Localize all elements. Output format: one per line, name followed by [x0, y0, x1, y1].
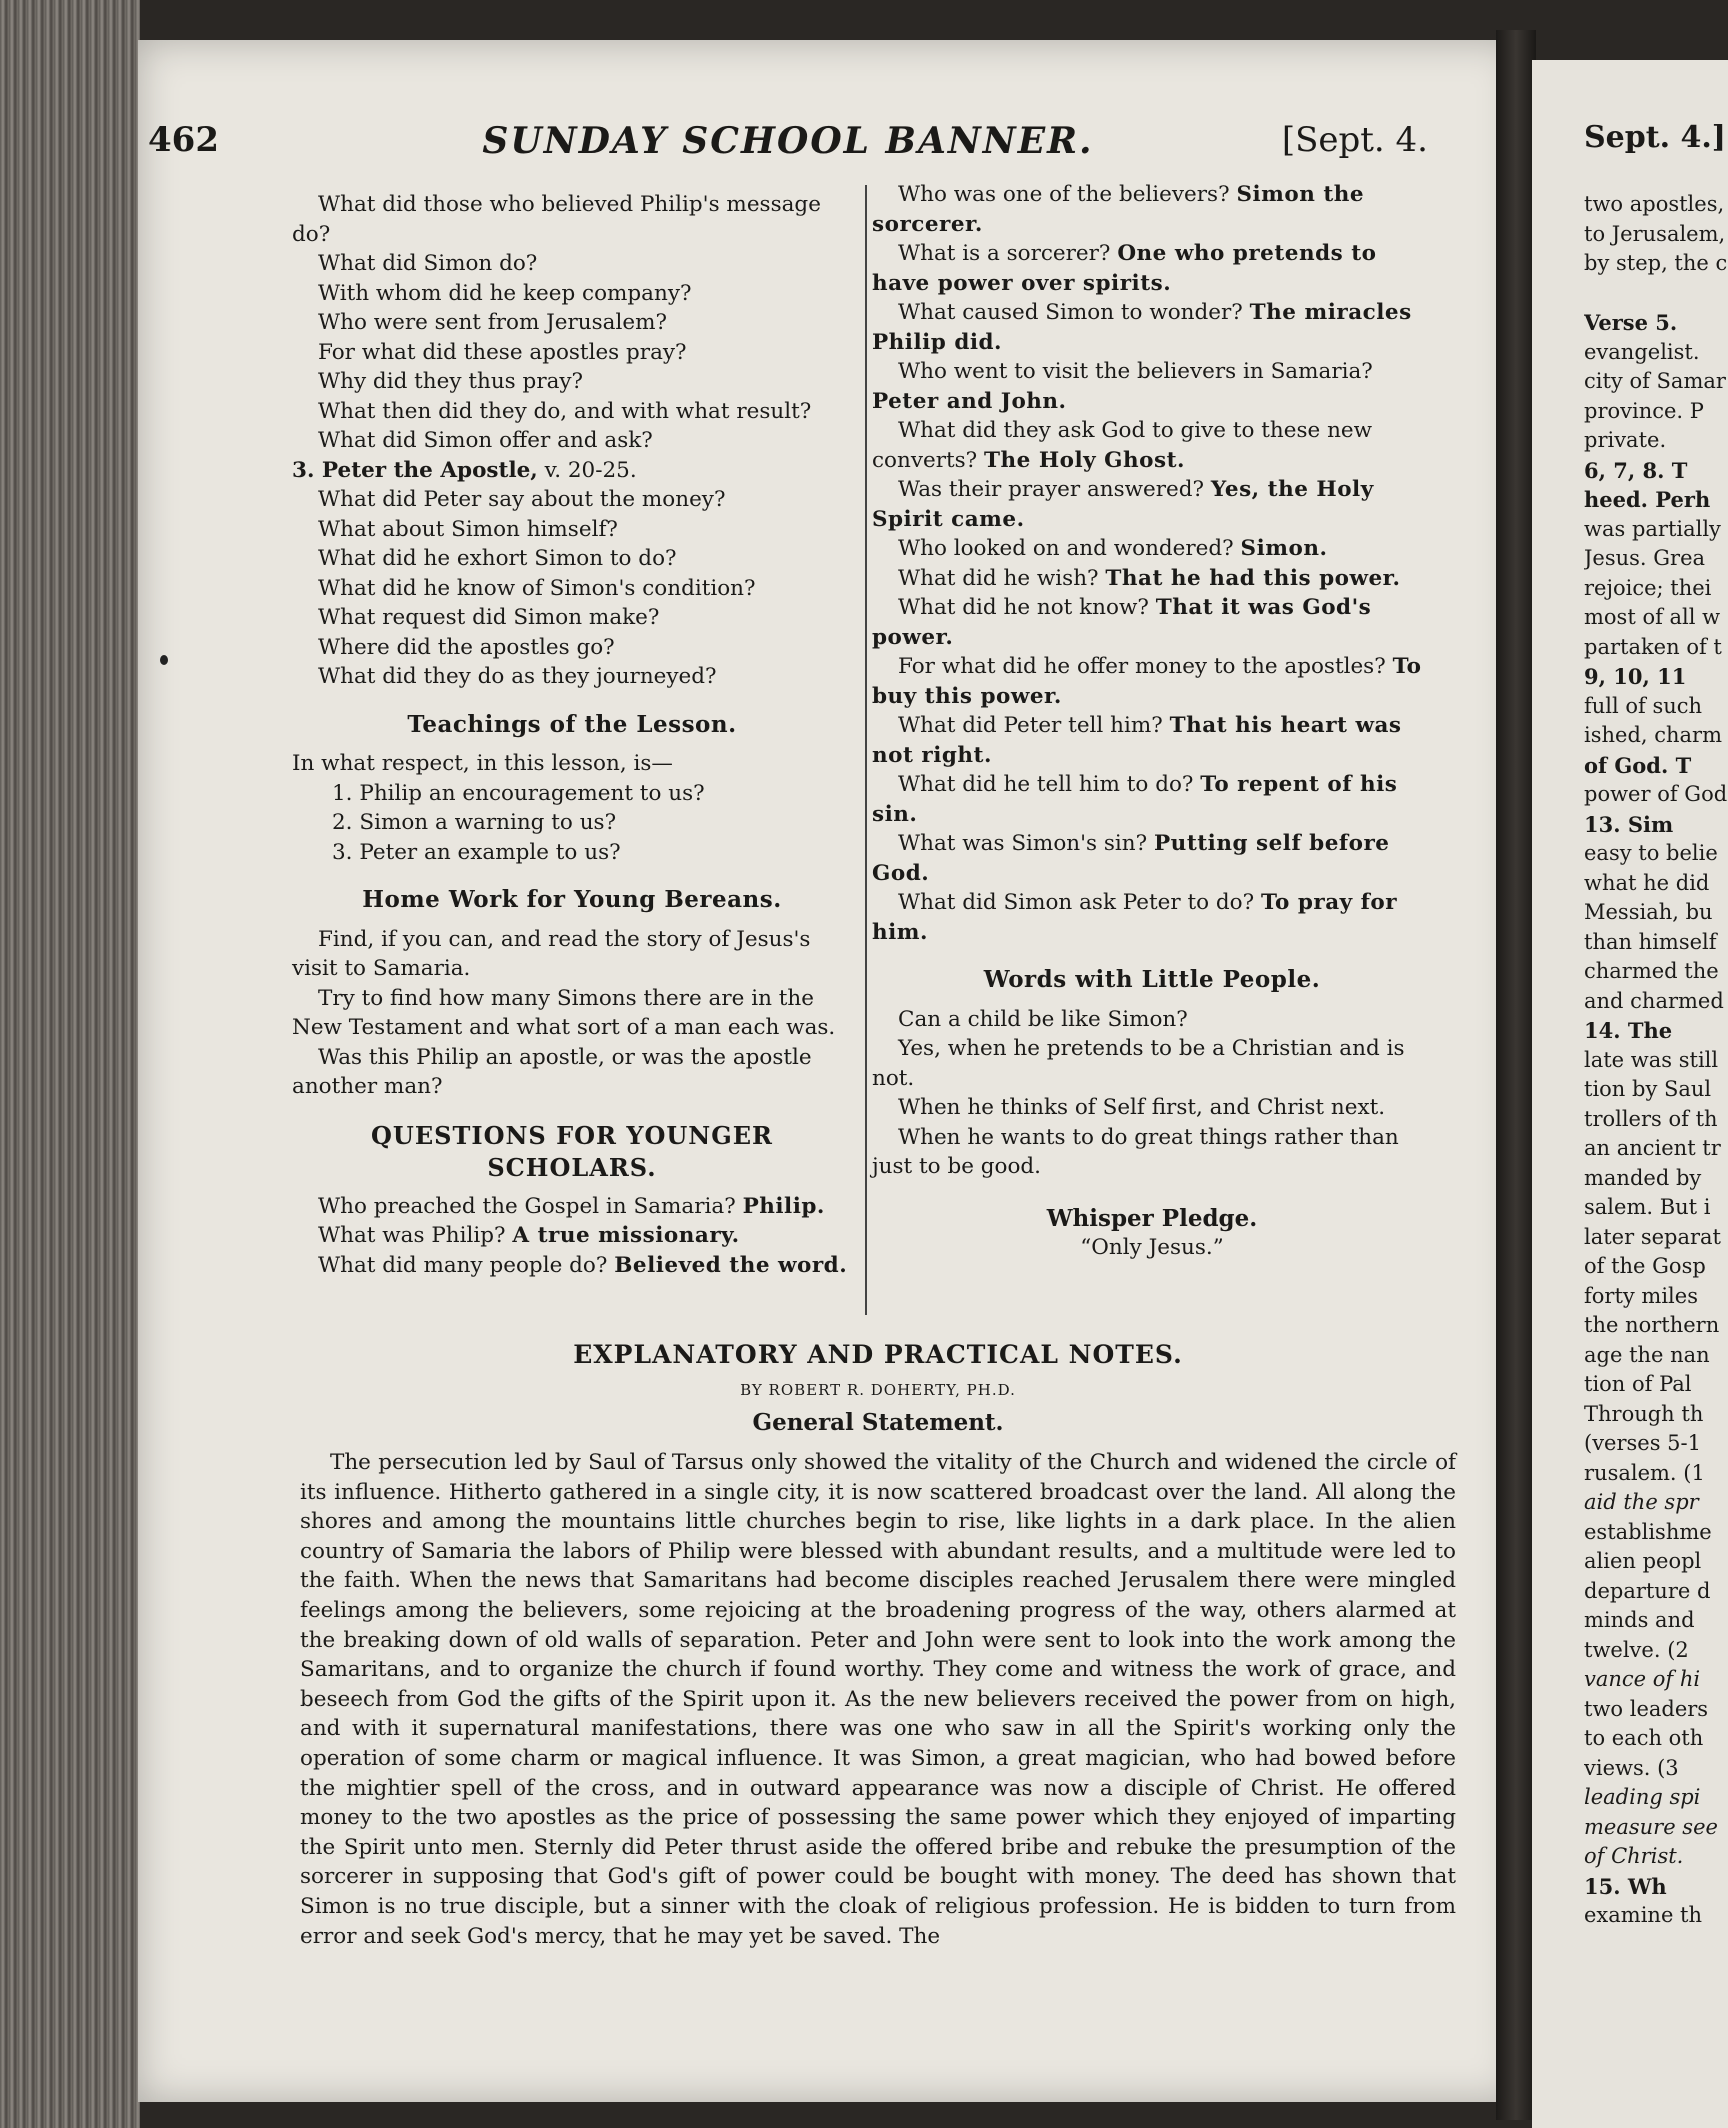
facing-page-line: 9, 10, 11: [1584, 664, 1687, 689]
facing-page-line: Through th: [1584, 1401, 1704, 1426]
facing-page-line: minds and: [1584, 1608, 1695, 1632]
whisper-pledge-heading: Whisper Pledge.: [1046, 1204, 1258, 1232]
homework-item: Was this Philip an apostle, or was the apostle another man?: [292, 1044, 812, 1099]
qa-item: What did he not know? That it was God's power.: [872, 595, 1372, 650]
facing-page-line: easy to belie: [1584, 841, 1718, 865]
margin-dot-mark: [160, 655, 168, 665]
little-people-heading: Words with Little People.: [983, 966, 1321, 993]
facing-page-line: province. P: [1584, 398, 1704, 423]
homework-item: Try to find how many Simons there are in the New Testament and what sort of a man each was.: [292, 985, 836, 1040]
teachings-intro: In what respect, in this lesson, is—: [292, 751, 673, 776]
facing-page-line: alien peopl: [1584, 1549, 1702, 1573]
little-people-line: When he thinks of Self first, and Christ next.: [898, 1095, 1386, 1120]
qa-item: What did he tell him to do? To repent of his sin.: [872, 772, 1398, 827]
facing-page-line: and charmed: [1584, 988, 1724, 1013]
question: What did those who believed Philip's message: [318, 192, 821, 217]
qa-item: What did Peter tell him? That his heart was not right.: [872, 713, 1402, 768]
facing-page-line: evangelist.: [1584, 339, 1700, 364]
younger-scholars-heading: QUESTIONS FOR YOUNGER SCHOLARS.: [371, 1120, 773, 1182]
question: For what did these apostles pray?: [318, 339, 687, 365]
qa-item: Was their prayer answered? Yes, the Holy Spirit came.: [872, 477, 1374, 532]
facing-page-line: of God. T: [1584, 752, 1692, 778]
page-number: 462: [148, 120, 219, 160]
facing-page-line: twelve. (2: [1584, 1637, 1689, 1662]
facing-page-line: two leaders: [1584, 1696, 1709, 1721]
facing-page-line: by step, the c: [1584, 251, 1728, 275]
left-column: [292, 190, 852, 1280]
issue-date: [Sept. 4.: [1281, 120, 1428, 160]
facing-page-line: of Christ.: [1584, 1844, 1684, 1868]
facing-page-line: to Jerusalem,: [1584, 221, 1726, 246]
whisper-pledge-text: “Only Jesus.”: [1080, 1235, 1224, 1260]
question: Where did the apostles go?: [318, 634, 615, 660]
qa-item: What caused Simon to wonder? The miracles Philip did.: [872, 300, 1412, 355]
teaching-item: 1. Philip an encouragement to us?: [332, 780, 705, 806]
section-heading-3: 3. Peter the Apostle, v. 20-25.: [292, 457, 637, 483]
notes-byline: BY ROBERT R. DOHERTY, PH.D.: [740, 1381, 1016, 1399]
facing-page-line: rusalem. (1: [1584, 1460, 1705, 1485]
general-statement-heading: General Statement.: [752, 1409, 1004, 1436]
facing-page-line: salem. But i: [1584, 1195, 1711, 1219]
facing-page-line: vance of hi: [1584, 1667, 1701, 1691]
facing-page-line: Verse 5.: [1584, 310, 1678, 335]
question: What did he know of Simon's condition?: [318, 575, 756, 601]
teachings-heading: Teachings of the Lesson.: [407, 710, 737, 738]
facing-page-line: charmed the: [1584, 959, 1719, 983]
facing-page-text: [1584, 190, 1728, 1931]
facing-page-line: partaken of t: [1584, 634, 1722, 659]
facing-page-line: heed. Perh: [1584, 487, 1711, 512]
facing-page-line: ished, charm: [1584, 723, 1722, 747]
facing-page-line: [1584, 279, 1728, 309]
facing-page-line: leading spi: [1584, 1785, 1701, 1809]
facing-page-header: Sept. 4.]: [1584, 120, 1726, 155]
facing-page-line: than himself: [1584, 929, 1717, 954]
qa-item: What did they ask God to give to these new converts? The Holy Ghost.: [872, 418, 1373, 473]
facing-page-line: tion by Saul: [1584, 1077, 1712, 1101]
right-column: [872, 180, 1432, 1263]
facing-page-line: Jesus. Grea: [1584, 546, 1706, 570]
facing-page-line: was partially: [1584, 516, 1721, 541]
little-people-line: Can a child be like Simon?: [898, 1006, 1188, 1032]
facing-page-line: city of Samar: [1584, 369, 1726, 393]
facing-page-line: trollers of th: [1584, 1106, 1718, 1131]
question: What then did they do, and with what result?: [318, 398, 812, 424]
qa-item: What did Simon ask Peter to do? To pray for him.: [872, 890, 1398, 945]
general-statement-body: The persecution led by Saul of Tarsus only showed the vitality of the Church and widened the circle of its influence. Hitherto gathered in a single city, it is now scattered broadcast over the land. All along the shores and among the mountains little churches begin to rise, like lights in a dark place. In the alien country of Samaria the labors of Philip were blessed with abundant results, and a multitude were led to the faith. When the news that Samaritans had become disciples reached Jerusalem there were mingled feelings among the believers, some rejoicing at the broadening progress of the way, others alarmed at the breaking down of old walls of separation. Peter and John were sent to look into the work among the Samaritans, and to organize the church if found worthy. They come and witness the work of grace, and beseech from God the gifts of the Spirit upon it. As the new believers received the power from on high, and with it supernatural manifestations, there was one who saw in all the Spirit's working only the operation of some charm or magical influence. It was Simon, a great magician, who had bowed before the mightier spell of the cross, and in outward appearance was now a disciple of Christ. He offered money to the two apostles as the price of possessing the same power which they enjoyed of imparting the Spirit unto men. Sternly did Peter thrust aside the offered bribe and rebuke the presumption of the sorcerer in supposing that God's gift of power could be bought with money. The deed has shown that Simon is no true disciple, but a sinner with the cloak of religious profession. He is bidden to turn from error and seek God's mercy, that he may yet be saved. The: [300, 1450, 1456, 1949]
question: What request did Simon make?: [318, 605, 660, 630]
question: What about Simon himself?: [318, 516, 618, 542]
facing-page-line: establishme: [1584, 1519, 1712, 1544]
younger-qa: What did many people do? Believed the word.: [318, 1252, 848, 1278]
facing-page-line: most of all w: [1584, 605, 1721, 629]
book-gutter: [1496, 30, 1536, 2120]
facing-page-line: rejoice; thei: [1584, 575, 1712, 600]
facing-page-line: two apostles,: [1584, 192, 1725, 216]
qa-item: Who looked on and wondered? Simon.: [898, 536, 1328, 561]
qa-item: What did he wish? That he had this power.: [898, 565, 1401, 591]
question: Who were sent from Jerusalem?: [318, 310, 667, 335]
question: What did he exhort Simon to do?: [318, 546, 677, 571]
question: What did they do as they journeyed?: [318, 664, 717, 689]
facing-page-line: forty miles: [1584, 1283, 1698, 1308]
question: With whom did he keep company?: [318, 280, 692, 306]
column-rule: [865, 185, 867, 1315]
homework-item: Find, if you can, and read the story of Jesus's visit to Samaria.: [292, 926, 811, 981]
facing-page-line: to each oth: [1584, 1726, 1704, 1750]
younger-qa: What was Philip? A true missionary.: [318, 1223, 740, 1248]
question-cont: do?: [292, 221, 331, 247]
facing-page-line: private.: [1584, 428, 1667, 452]
younger-qa: Who preached the Gospel in Samaria? Philip.: [318, 1193, 825, 1219]
facing-page-line: 15. Wh: [1584, 1873, 1667, 1899]
qa-item: Who was one of the believers? Simon the sorcerer.: [872, 182, 1365, 237]
notes-title: EXPLANATORY AND PRACTICAL NOTES.: [573, 1340, 1183, 1369]
running-head: [148, 120, 1428, 180]
teaching-item: 2. Simon a warning to us?: [332, 810, 617, 835]
facing-page-line: late was still: [1584, 1047, 1719, 1072]
facing-page-line: manded by: [1584, 1165, 1702, 1190]
facing-page-line: 6, 7, 8. T: [1584, 457, 1688, 483]
periodical-title: SUNDAY SCHOOL BANNER.: [482, 120, 1094, 162]
facing-page-line: 14. The: [1584, 1018, 1673, 1043]
facing-page-line: examine th: [1584, 1903, 1703, 1927]
question: What did Peter say about the money?: [318, 487, 726, 512]
facing-page-line: Messiah, bu: [1584, 900, 1713, 924]
facing-page-line: 13. Sim: [1584, 811, 1674, 837]
qa-item: For what did he offer money to the apostles? To buy this power.: [872, 654, 1422, 709]
qa-item: Who went to visit the believers in Samaria? Peter and John.: [872, 359, 1373, 414]
qa-item: What was Simon's sin? Putting self before God.: [872, 831, 1390, 886]
facing-page-line: the northern: [1584, 1313, 1720, 1337]
question: What did Simon offer and ask?: [318, 428, 653, 453]
facing-page-line: measure see: [1584, 1814, 1718, 1839]
facing-page-line: of the Gosp: [1584, 1254, 1706, 1278]
facing-page-line: views. (3: [1584, 1755, 1679, 1780]
facing-page-line: aid the spr: [1584, 1490, 1699, 1514]
question: What did Simon do?: [318, 251, 538, 276]
homework-heading: Home Work for Young Bereans.: [362, 886, 782, 913]
book-page-edges: [0, 0, 140, 2128]
facing-page-line: departure d: [1584, 1578, 1711, 1603]
facing-page-line: tion of Pal: [1584, 1372, 1692, 1396]
facing-page-line: (verses 5-1: [1584, 1431, 1701, 1455]
facing-page-line: what he did: [1584, 870, 1710, 895]
facing-page-line: full of such: [1584, 693, 1703, 718]
facing-page-line: power of God: [1584, 782, 1728, 806]
question: Why did they thus pray?: [318, 369, 584, 394]
explanatory-notes: [300, 1330, 1456, 1951]
little-people-line: Yes, when he pretends to be a Christian and is not.: [872, 1036, 1405, 1091]
facing-page-line: later separat: [1584, 1224, 1721, 1249]
facing-page-line: an ancient tr: [1584, 1136, 1721, 1160]
qa-item: What is a sorcerer? One who pretends to have power over spirits.: [872, 241, 1377, 296]
teaching-item: 3. Peter an example to us?: [332, 839, 621, 865]
facing-page-line: age the nan: [1584, 1342, 1710, 1367]
little-people-line: When he wants to do great things rather than just to be good.: [872, 1124, 1399, 1179]
